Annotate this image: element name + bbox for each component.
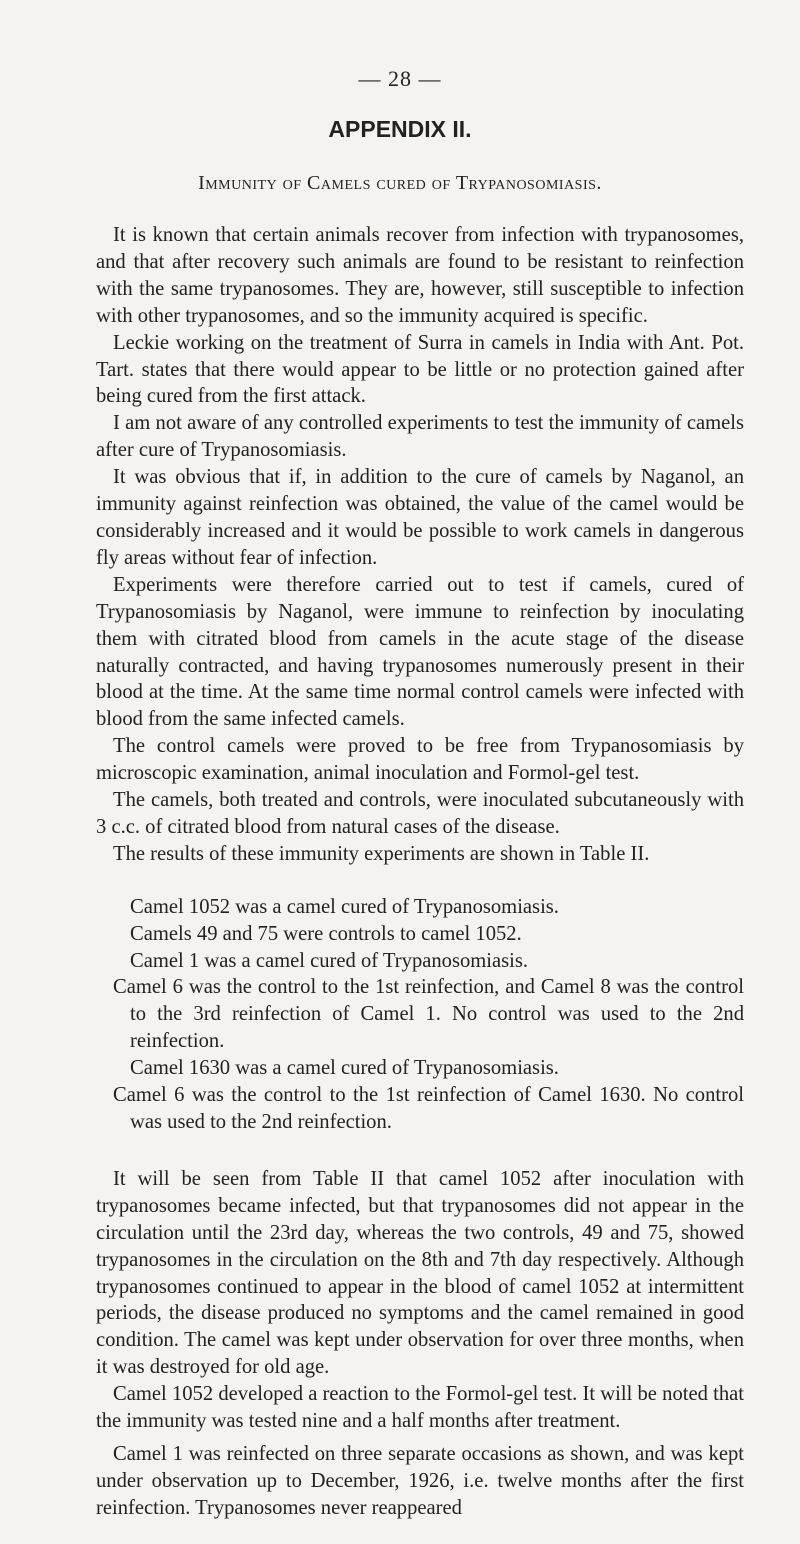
appendix-title: APPENDIX II. [328,116,472,142]
paragraph: It was obvious that if, in addition to the cure of camels by Naganol, an immunity against reinfection was obtained, the value of the camel would be considerably increased and it would be possible to work camels in dangerous fly areas without fear of infection. [96,466,744,569]
list-item: Camel 6 was the control to the 1st reinfection of Camel 1630. No control was used to the 2nd reinfection. [113,1084,744,1133]
closing-section [96,1166,744,1522]
paragraph: It is known that certain animals recover from infection with trypanosomes, and that after recovery such animals are found to be resistant to reinfection with the same trypanosomes. They are, however, still susceptible to infection with other trypanosomes, and so the immunity acquired is specific. [96,224,744,327]
list-item: Camel 1630 was a camel cured of Trypanosomiasis. [130,1057,559,1080]
list-item: Camel 6 was the control to the 1st reinfection, and Camel 8 was the control to the 3rd reinfection of Camel 1. No control was used to the 2nd reinfection. [113,976,744,1053]
camel-list [96,894,744,1136]
document-body [96,222,744,1522]
paragraph: Leckie working on the treatment of Surra in camels in India with Ant. Pot. Tart. states that there would appear to be little or no protection gained after being cured from the first attack. [96,331,744,408]
paragraph: Camel 1052 developed a reaction to the Formol-gel test. It will be noted that the immunity was tested nine and a half months after treatment. [96,1383,744,1433]
paragraph: I am not aware of any controlled experiments to test the immunity of camels after cure of Trypanosomiasis. [96,412,744,462]
list-item: Camels 49 and 75 were controls to camel 1052. [130,922,522,945]
paragraph: It will be seen from Table II that camel 1052 after inoculation with trypanosomes became infected, but that trypanosomes did not appear in the circulation until the 23rd day, whereas the two controls, 49 and 75, showed trypanosomes in the circulation on the 8th and 7th day respectively. Although trypanosomes continued to appear in the blood of camel 1052 at intermittent periods, the disease produced no symptoms and the camel remained in good condition. The camel was kept under observation for over three months, when it was destroyed for old age. [96,1167,744,1379]
paragraph: Camel 1 was reinfected on three separate occasions as shown, and was kept under observation up to December, 1926, i.e. twelve months after the first reinfection. Trypanosomes never reappeared [96,1442,744,1519]
paragraph: The results of these immunity experiments are shown in Table II. [113,842,650,865]
section-title: Immunity of Camels cured of Trypanosomiasis. [198,172,602,194]
paragraph: Experiments were therefore carried out to test if camels, cured of Trypanosomiasis by Naganol, were immune to reinfection by inoculating them with citrated blood from camels in the acute stage of the disease naturally contracted, and having trypanosomes numerously present in their blood at the time. At the same time normal control camels were infected with blood from the same infected camels. [96,573,744,731]
paragraph: The camels, both treated and controls, were inoculated subcutaneously with 3 c.c. of citrated blood from natural cases of the disease. [96,789,744,838]
paragraph: The control camels were proved to be free from Trypanosomiasis by microscopic examination, animal inoculation and Formol-gel test. [96,735,744,785]
page-number: — 28 — [358,66,442,91]
list-item: Camel 1052 was a camel cured of Trypanosomiasis. [130,895,559,918]
list-item: Camel 1 was a camel cured of Trypanosomiasis. [130,949,529,972]
